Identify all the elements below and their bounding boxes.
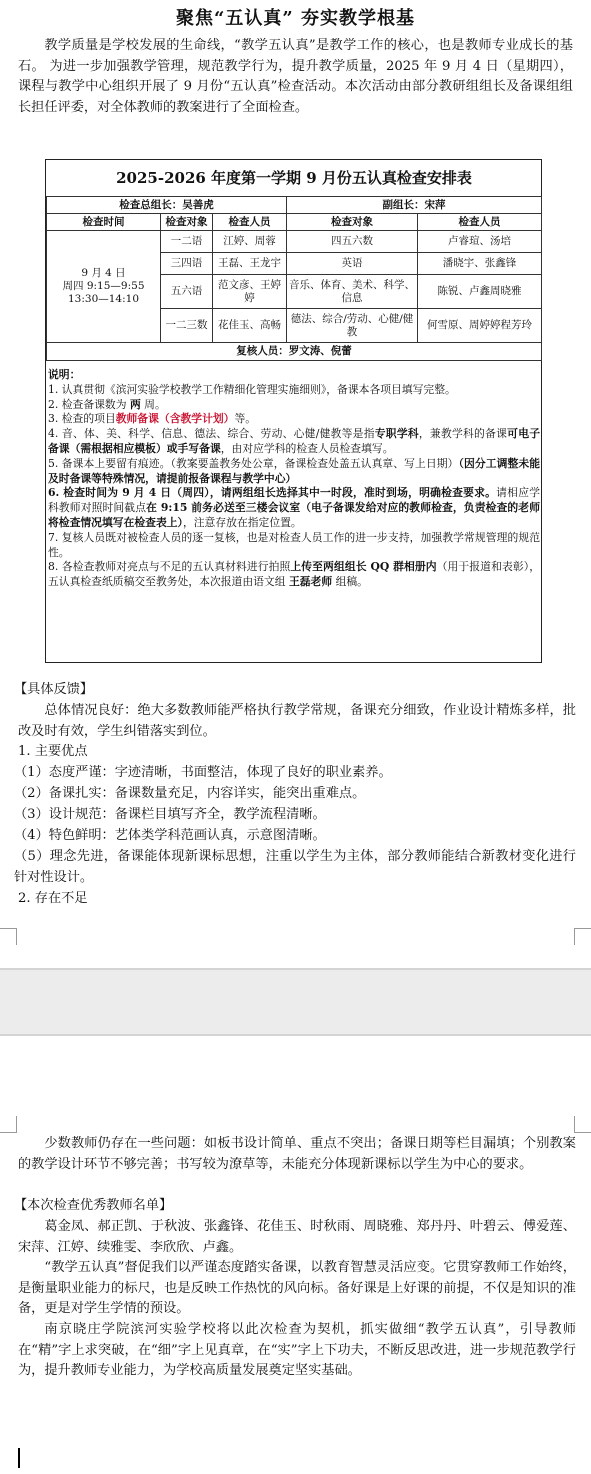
table-cell: 王磊、王龙宇: [213, 253, 287, 275]
schedule-notes: [48, 368, 540, 590]
vice-leader: 副组长：宋萍: [287, 197, 542, 214]
reviewers-row: 复核人员：罗文涛、倪蕾: [47, 343, 542, 361]
header-target-2: 检查对象: [287, 214, 418, 231]
check-time-cell: [47, 231, 161, 343]
table-cell: 陈锐、卢鑫周晓雅: [418, 275, 542, 309]
page-corner-mark: [0, 1116, 17, 1133]
closing-paragraph-2: 南京晓庄学院滨河实验学校将以此次检查为契机，抓实做细“教学五认真”，引导教师在“精”字上求突破，在“细”字上见真章，在“实”字上下功夫，不断反思改进，进一步规范教学行为，提升教师专业能力，为学校高质量发展奠定坚实基础。: [18, 1322, 576, 1378]
note-3: 3. 检查的项目教师备课（含教学计划）等。: [48, 412, 257, 426]
note-4: 4. 音、体、美、科学、信息、德法、综合、劳动、心健/健教等是指专职学科，兼教学科的备课可电子备课（需根据相应模板）或手写备课，由对应学科的检查人员检查填写。: [48, 427, 541, 455]
table-cell: 五六语: [161, 275, 213, 309]
strength-item: （3）设计规范：备课栏目填写齐全，教学流程清晰。: [14, 807, 326, 822]
notes-title: 说明：: [48, 368, 81, 381]
page-corner-mark: [0, 928, 17, 945]
note-8: 8. 各检查教师对亮点与不足的五认真材料进行拍照上传至两组组长 QQ 群相册内（用于报道和表彰），五认真检查纸质稿交至教务处，本次报道由语文组 王磊老师 组稿。: [48, 560, 540, 589]
weakness-heading: 2. 存在不足: [18, 891, 88, 906]
table-cell: 四五六数: [287, 231, 418, 253]
page-corner-mark: [574, 928, 591, 945]
table-cell: 一二语: [161, 231, 213, 253]
table-cell: 德法、综合/劳动、心健/健教: [287, 309, 418, 343]
strengths-heading: 1. 主要优点: [18, 744, 88, 759]
weakness-paragraph: 少数教师仍存在一些问题：如板书设计简单、重点不突出；备课日期等栏目漏填；个别教案的教学设计环节不够完善；书写较为潦草等，未能充分体现新课标以学生为中心的要求。: [18, 1136, 576, 1172]
chief-leader: 检查总组长：吴善虎: [47, 197, 287, 214]
schedule-table-image: [45, 159, 542, 663]
page-corner-mark: [574, 1116, 591, 1133]
feedback-heading: 【具体反馈】: [14, 682, 94, 697]
document-page-2: [0, 1036, 591, 1474]
time-afternoon: 13:30—14:10: [67, 293, 140, 305]
table-cell: 潘晓宇、张鑫锋: [418, 253, 542, 275]
note-5: 5. 备课本上要留有痕迹。（教案要盖教务处公章，备课检查处盖五认真章、写上日期）（因分工调整未能及时备课等特殊情况，请提前报备课程与教学中心）: [48, 456, 540, 485]
header-target-1: 检查对象: [161, 214, 213, 231]
table-cell: 花佳玉、高畅: [213, 309, 287, 343]
note-6: 6. 检查时间为 9 月 4 日（周四），请两组组长选择其中一时段，准时到场，明确检查要求。请相应学科教师对照时间截点在 9:15 前务必送至三楼会议室（电子备课发给对应的教师检查，负责检查的老师将检查情况填写在检查表上），注意存放在指定位置。: [48, 486, 541, 529]
intro-paragraph: 教学质量是学校发展的生命线，“教学五认真”是教学工作的核心，也是教师专业成长的基石。 为进一步加强教学管理，规范教学行为，提升教学质量，2025 年 9 月 4 日（星期四），课程与教学中心组织开展了 9 月份“五认真”检查活动。本次活动由部分教研组组长及备课组组长担任评委，对全体教师的教案进行了全面检查。: [18, 38, 573, 115]
text-cursor[interactable]: [18, 1448, 20, 1468]
note-1: 1. 认真贯彻《滨河实验学校教学工作精细化管理实施细则》，备课本各项目填写完整。: [48, 382, 456, 396]
header-checker-2: 检查人员: [418, 214, 542, 231]
table-cell: 英语: [287, 253, 418, 275]
strength-item: （5）理念先进，备课能体现新课标思想，注重以学生为主体，部分教师能结合新教材变化进行针对性设计。: [14, 849, 576, 885]
strength-item: （4）特色鲜明：艺体类学科范画认真，示意图清晰。: [14, 828, 326, 843]
excellent-heading: 【本次检查优秀教师名单】: [14, 1198, 173, 1213]
schedule-title: 2025-2026 年度第一学期 9 月份五认真检查安排表: [47, 160, 542, 197]
time-date: 9 月 4 日: [81, 267, 126, 279]
note-2: 2. 检查备课数为 两 周。: [48, 397, 166, 411]
excellent-names: 葛金凤、郝正凯、于秋波、张鑫锋、花佳玉、时秋雨、周晓雅、郑丹丹、叶碧云、傅爱莲、宋萍、江婷、续雅雯、李欣欣、卢鑫。: [18, 1219, 576, 1255]
schedule-table: [46, 160, 542, 361]
note-7: 7. 复核人员既对被检查人员的逐一复核，也是对检查人员工作的进一步支持，加强教学常规管理的规范性。: [48, 530, 540, 559]
strength-item: （2）备课扎实：备课数量充足，内容详实，能突出重难点。: [14, 786, 366, 801]
page-break: [0, 968, 591, 1036]
table-cell: 范文彦、王婷婷: [213, 275, 287, 309]
strength-item: （1）态度严谨：字迹清晰，书面整洁，体现了良好的职业素养。: [14, 765, 392, 780]
table-cell: 三四语: [161, 253, 213, 275]
feedback-overall: 总体情况良好：绝大多数教师能严格执行教学常规，备课充分细致，作业设计精炼多样，批改及时有效，学生纠错落实到位。: [18, 703, 576, 739]
page-title: 聚焦“五认真” 夯实教学根基: [176, 8, 415, 29]
table-cell: 江婷、周蓉: [213, 231, 287, 253]
table-cell: 一二三数: [161, 309, 213, 343]
header-checker-1: 检查人员: [213, 214, 287, 231]
table-cell: 何雪原、周婷婷程芳玲: [418, 309, 542, 343]
table-cell: 卢睿瑄、汤培: [418, 231, 542, 253]
closing-paragraph-1: “教学五认真”督促我们以严谨态度踏实备课，以教育智慧灵活应变。它贯穿教师工作始终，是衡量职业能力的标尺，也是反映工作热忱的风向标。备好课是上好课的前提，不仅是知识的准备，更是对学生学情的预设。: [18, 1260, 576, 1316]
header-time: 检查时间: [47, 214, 161, 231]
table-cell: 音乐、体育、美术、科学、信息: [287, 275, 418, 309]
time-morning: 周四 9:15—9:55: [62, 280, 145, 292]
